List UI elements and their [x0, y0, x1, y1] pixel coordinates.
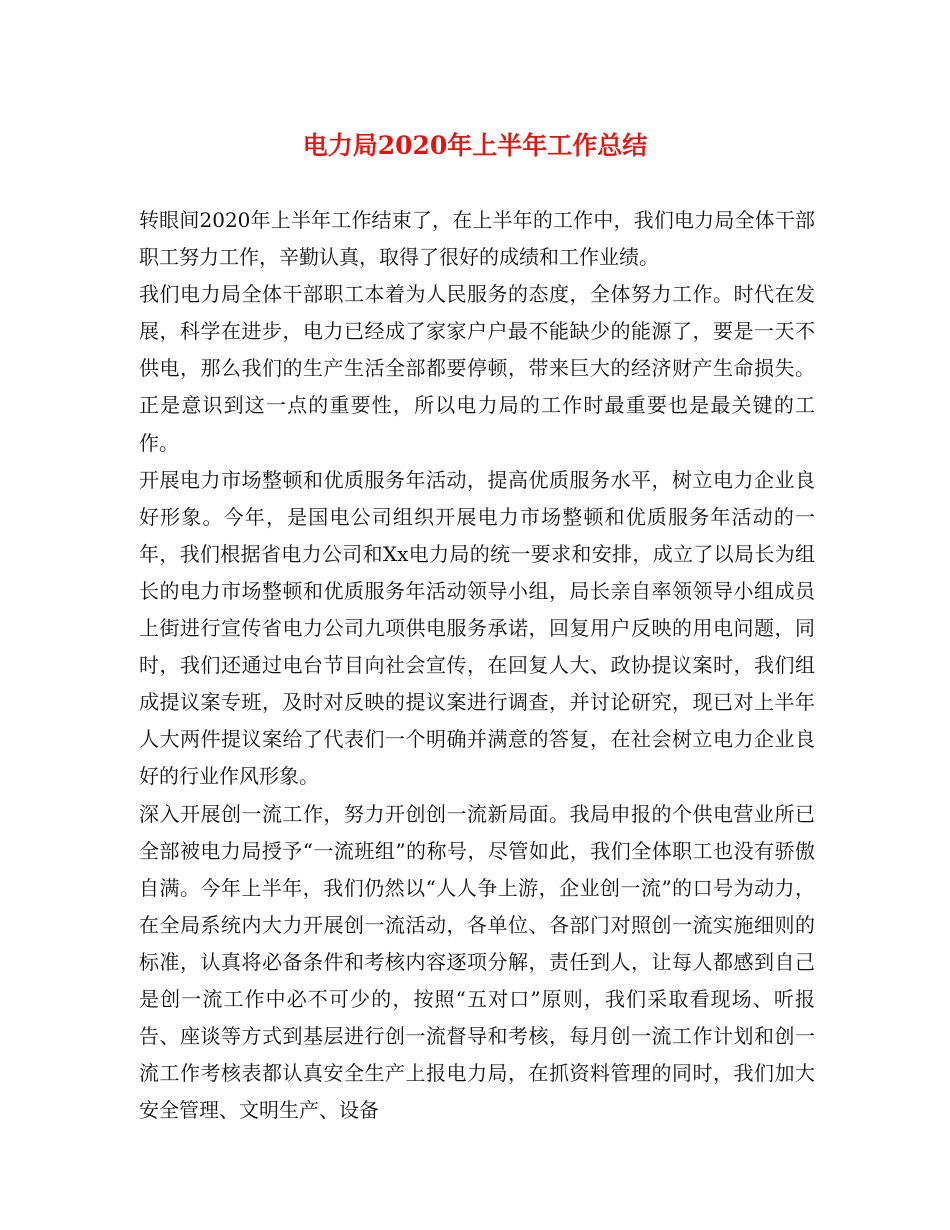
paragraph-intro: 转眼间2020年上半年工作结束了，在上半年的工作中，我们电力局全体干部职工努力工作，辛勤认真，取得了很好的成绩和工作业绩。: [139, 208, 815, 270]
paragraph-attitude: 我们电力局全体干部职工本着为人民服务的态度，全体努力工作。时代在发展，科学在进步，电力已经成了家家户户最不能缺少的能源了，要是一天不供电，那么我们的生产生活全部都要停顿，带来巨大的经济财产生命损失。正是意识到这一点的重要性，所以电力局的工作时最重要也是最关键的工作。: [139, 282, 815, 455]
paragraph-market-service: 开展电力市场整顿和优质服务年活动，提高优质服务水平，树立电力企业良好形象。今年，是国电公司组织开展电力市场整顿和优质服务年活动的一年，我们根据省电力公司和Xx电力局的统一要求和安排，成立了以局长为组长的电力市场整顿和优质服务年活动领导小组，局长亲自率领领导小组成员上街进行宣传省电力公司九项供电服务承诺，回复用户反映的用电问题，同时，我们还通过电台节目向社会宣传，在回复人大、政协提议案时，我们组成提议案专班，及时对反映的提议案进行调查，并讨论研究，现已对上半年人大两件提议案给了代表们一个明确并满意的答复，在社会树立电力企业良好的行业作风形象。: [139, 467, 815, 789]
paragraph-first-class: 深入开展创一流工作，努力开创创一流新局面。我局申报的个供电营业所已全部被电力局授予“一流班组”的称号，尽管如此，我们全体职工也没有骄傲自满。今年上半年，我们仍然以“人人争上游，企业创一流”的口号为动力，在全局系统内大力开展创一流活动，各单位、各部门对照创一流实施细则的标准，认真将必备条件和考核内容逐项分解，责任到人，让每人都感到自己是创一流工作中必不可少的，按照“五对口”原则，我们采取看现场、听报告、座谈等方式到基层进行创一流督导和考核，每月创一流工作计划和创一流工作考核表都认真安全生产上报电力局，在抓资料管理的同时，我们加大安全管理、文明生产、设备: [139, 801, 815, 1123]
document-body: [139, 202, 815, 1129]
document-title: 电力局2020年上半年工作总结: [302, 131, 648, 160]
